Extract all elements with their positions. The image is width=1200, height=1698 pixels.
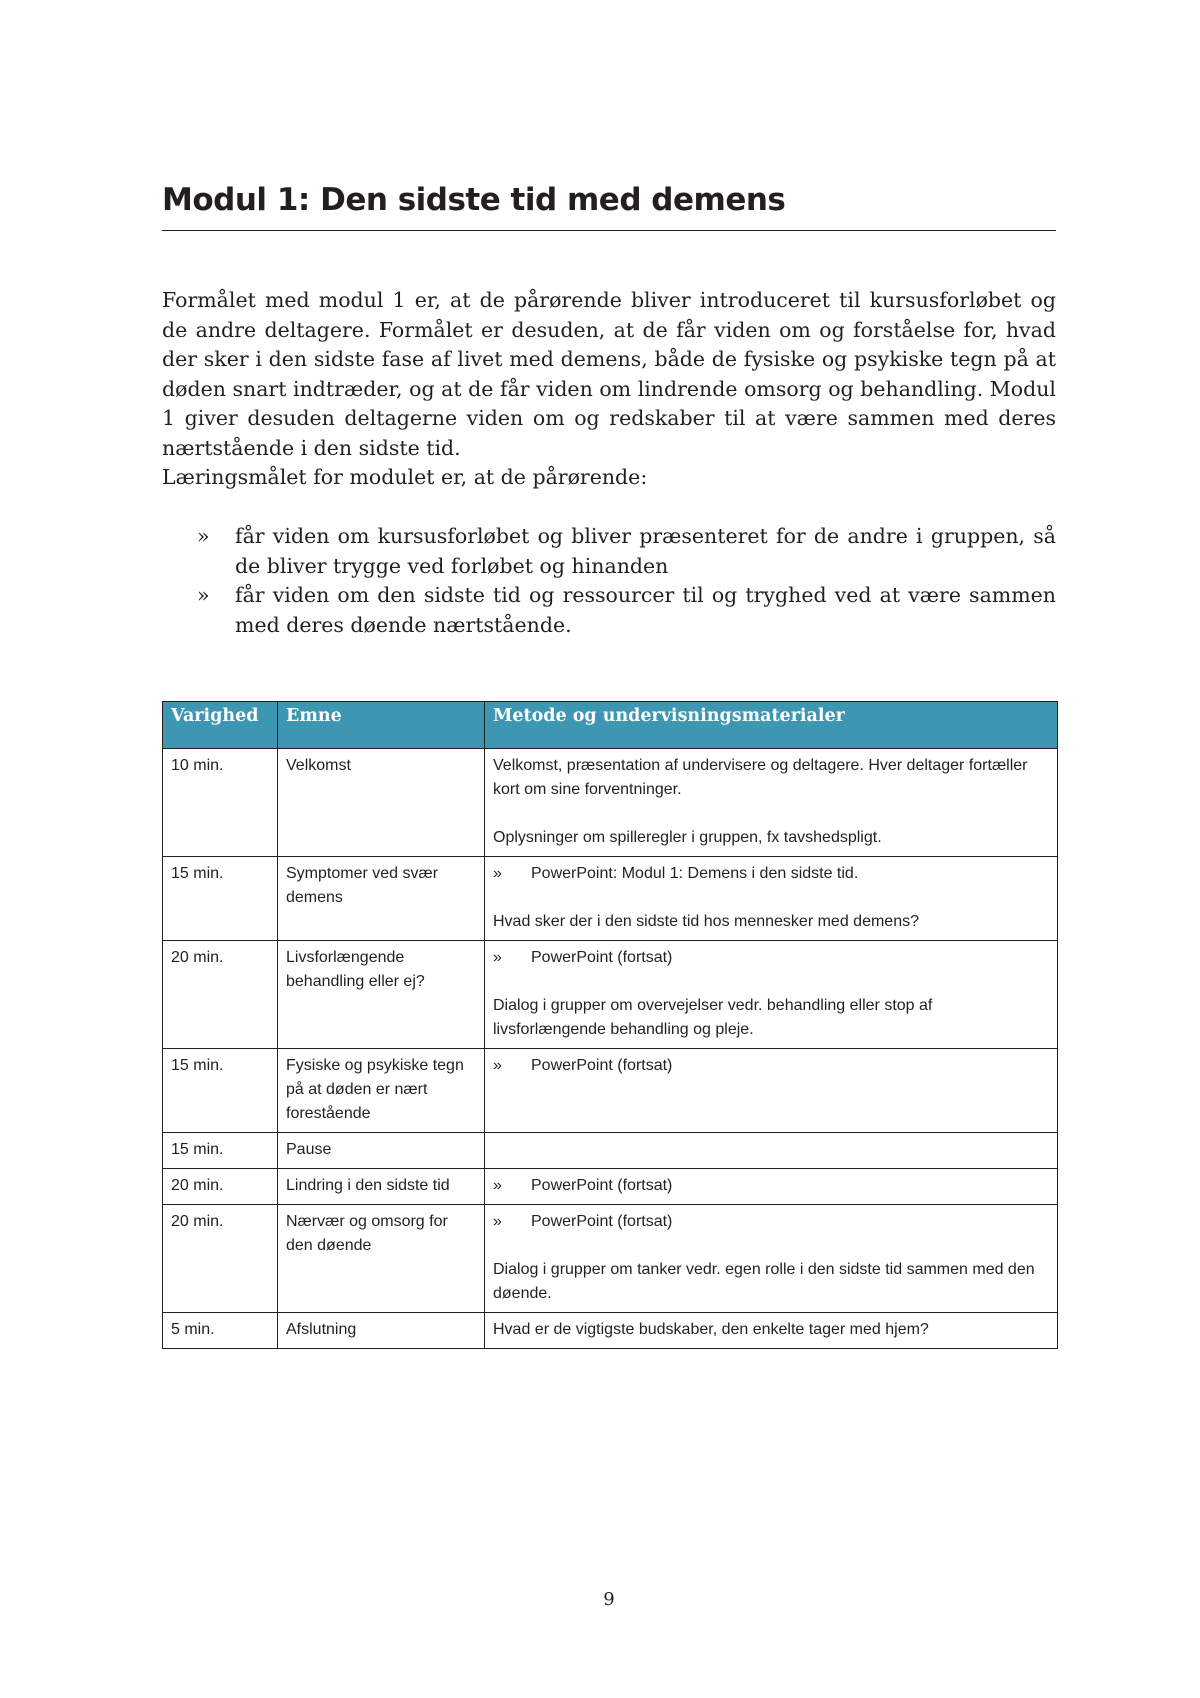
column-header-topic: Emne xyxy=(278,702,485,749)
bullet-marker: » xyxy=(197,583,210,607)
cell-duration: 20 min. xyxy=(163,1169,278,1205)
page-number: 9 xyxy=(603,1589,615,1610)
bullet-marker: » xyxy=(493,1057,502,1074)
table-row xyxy=(163,941,1058,1049)
table-row xyxy=(163,1133,1058,1169)
cell-duration: 15 min. xyxy=(163,857,278,941)
cell-duration: 15 min. xyxy=(163,1049,278,1133)
table-row xyxy=(163,1169,1058,1205)
cell-method xyxy=(485,1205,1058,1313)
column-header-method: Metode og undervisningsmaterialer xyxy=(485,702,1058,749)
cell-topic: Nærvær og omsorg for den døende xyxy=(278,1205,485,1313)
method-bullet-text: PowerPoint: Modul 1: Demens i den sidste tid. xyxy=(531,865,859,882)
bullet-marker: » xyxy=(493,865,502,882)
page-title: Modul 1: Den sidste tid med demens xyxy=(162,182,1056,231)
table-row xyxy=(163,1313,1058,1349)
cell-method xyxy=(485,857,1058,941)
method-text: Oplysninger om spilleregler i gruppen, fx tavshedspligt. xyxy=(493,829,882,846)
learning-goals-lead: Læringsmålet for modulet er, at de pårørende: xyxy=(162,465,648,489)
method-text: Hvad sker der i den sidste tid hos mennesker med demens? xyxy=(493,913,919,930)
bullet-marker: » xyxy=(493,949,502,966)
table-row xyxy=(163,749,1058,857)
method-bullet xyxy=(493,862,1049,886)
list-item xyxy=(162,581,1056,640)
cell-method xyxy=(485,749,1058,857)
cell-topic: Livsforlængende behandling eller ej? xyxy=(278,941,485,1049)
cell-topic: Lindring i den sidste tid xyxy=(278,1169,485,1205)
table-row xyxy=(163,857,1058,941)
intro-paragraph: Formålet med modul 1 er, at de pårørende bliver introduceret til kursusforløbet og de andre deltagere. Formålet er desuden, at de får viden om og forståelse for, hvad der sker i den sidste fase af livet med demens, både de fysiske og psykiske tegn på at døden snart indtræder, og at de får viden om lindrende omsorg og behandling. Modul 1 giver desuden deltagerne viden om og redskaber til at være sammen med deres nærtstående i den sidste tid. xyxy=(162,288,1056,460)
cell-topic: Velkomst xyxy=(278,749,485,857)
table-row xyxy=(163,1205,1058,1313)
method-text: Dialog i grupper om tanker vedr. egen rolle i den sidste tid sammen med den døende. xyxy=(493,1261,1035,1302)
cell-topic: Fysiske og psykiske tegn på at døden er nært forestående xyxy=(278,1049,485,1133)
cell-method xyxy=(485,1169,1058,1205)
column-header-duration: Varighed xyxy=(163,702,278,749)
goal-text: får viden om kursusforløbet og bliver præsenteret for de andre i gruppen, så de bliver trygge ved forløbet og hinanden xyxy=(235,524,1056,578)
goal-text: får viden om den sidste tid og ressourcer til og tryghed ved at være sammen med deres døende nærtstående. xyxy=(235,583,1056,637)
method-bullet-text: PowerPoint (fortsat) xyxy=(531,1177,673,1194)
method-bullet-text: PowerPoint (fortsat) xyxy=(531,949,673,966)
bullet-marker: » xyxy=(197,524,210,548)
method-bullet-text: PowerPoint (fortsat) xyxy=(531,1057,673,1074)
method-text: Velkomst, præsentation af undervisere og deltagere. Hver deltager fortæller kort om sine forventninger. xyxy=(493,757,1028,798)
list-item xyxy=(162,522,1056,581)
module-schedule-table xyxy=(162,701,1058,1349)
cell-topic: Pause xyxy=(278,1133,485,1169)
cell-duration: 15 min. xyxy=(163,1133,278,1169)
cell-topic: Symptomer ved svær demens xyxy=(278,857,485,941)
method-bullet xyxy=(493,1210,1049,1234)
method-text: Dialog i grupper om overvejelser vedr. behandling eller stop af livsforlængende behandling og pleje. xyxy=(493,997,933,1038)
table-header-row xyxy=(163,702,1058,749)
cell-method xyxy=(485,1133,1058,1169)
table-row xyxy=(163,1049,1058,1133)
bullet-marker: » xyxy=(493,1177,502,1194)
cell-method xyxy=(485,941,1058,1049)
method-bullet xyxy=(493,1174,1049,1198)
cell-topic: Afslutning xyxy=(278,1313,485,1349)
method-text: Hvad er de vigtigste budskaber, den enkelte tager med hjem? xyxy=(493,1321,929,1338)
cell-duration: 5 min. xyxy=(163,1313,278,1349)
cell-duration: 20 min. xyxy=(163,1205,278,1313)
learning-goals-list xyxy=(162,522,1056,640)
cell-duration: 20 min. xyxy=(163,941,278,1049)
cell-duration: 10 min. xyxy=(163,749,278,857)
method-bullet xyxy=(493,946,1049,970)
cell-method xyxy=(485,1049,1058,1133)
cell-method xyxy=(485,1313,1058,1349)
bullet-marker: » xyxy=(493,1213,502,1230)
method-bullet xyxy=(493,1054,1049,1078)
method-bullet-text: PowerPoint (fortsat) xyxy=(531,1213,673,1230)
